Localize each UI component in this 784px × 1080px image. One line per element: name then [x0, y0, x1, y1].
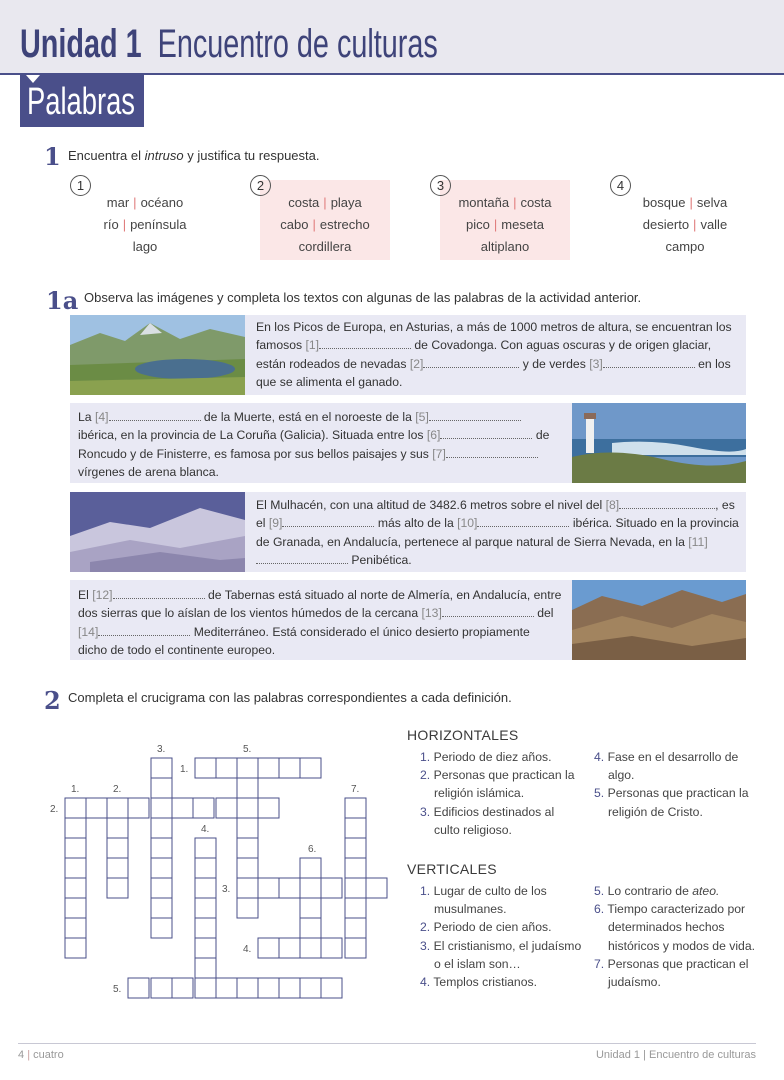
photo-lighthouse-coast: [572, 403, 746, 483]
gap-8: [8]: [605, 498, 620, 512]
crossword-number-v1: 1.: [71, 784, 80, 795]
gap-7: [7]: [432, 446, 446, 461]
gap-1: [1]: [305, 338, 320, 353]
clue-v5: 5. Lo contrario de ateo.: [594, 884, 720, 898]
crossword-number-h2: 2.: [50, 804, 59, 815]
crossword-number-h4: 4.: [243, 944, 252, 955]
clue-v7: 7. Personas que practican el judaísmo.: [594, 956, 749, 990]
word-group-3: [436, 178, 570, 260]
gap-2: [2]: [409, 356, 424, 371]
photo-tabernas-desert: [572, 580, 746, 660]
group-line: cabo | estrecho: [280, 217, 370, 232]
horizontal-clues-col2: [594, 748, 758, 821]
group-line: bosque | selva: [642, 195, 728, 210]
footer-rule: [18, 1043, 756, 1044]
group-line: cordillera: [298, 239, 352, 254]
vertical-clues-col2: [594, 882, 758, 991]
group-number-badge: 3: [430, 175, 451, 196]
group-number-badge: 2: [250, 175, 271, 196]
clue-h3: 3. Edificios destinados al culto religioso.: [420, 804, 555, 837]
paragraph-1: En los Picos de Europa, en Asturias, a más de 1000 metros de altura, se encuentran los famosos [1] de Covadonga. Con aguas oscuras y de origen glaciar, están rodeados de nevadas [2] y de verdes [3] en los que se alimenta el ganado.: [256, 320, 732, 389]
crossword-number-h1: 1.: [180, 764, 189, 775]
crossword-number-h5: 5.: [113, 984, 122, 995]
vertical-clues-col1: [420, 882, 582, 991]
clue-h1: 1. Periodo de diez años.: [420, 750, 552, 764]
clue-h5: 5. Personas que practican la religión de Cristo.: [594, 786, 749, 819]
paragraph-3: El Mulhacén, con una altitud de 3482.6 metros sobre el nivel del [8] , es el [9] más alto de la [10] ibérica. Situado en la provincia de Granada, en Andalucía, pertenece al parque natural de Sierra Nevada, en la [11] Penibética.: [256, 498, 739, 567]
crossword-number-v6: 6.: [308, 844, 317, 855]
exercise-1a-number: 1a: [46, 286, 79, 315]
group-line: lago: [132, 239, 158, 254]
paragraph-2: La [4] de la Muerte, está en el noroeste de la [5] ibérica, en la provincia de La Coruña (Galicia). Situada entre los [6] de Roncudo y de Finisterre, es famosa por sus bellos paisajes y sus [7] vírgenes de arena blanca.: [78, 410, 550, 479]
group-line: río | península: [103, 217, 187, 232]
exercise-1a-instruction: Observa las imágenes y completa los textos con algunas de las palabras de la actividad anterior.: [84, 290, 642, 305]
clue-v6: 6. Tiempo caracterizado por determinados hechos históricos y modos de vida.: [594, 902, 755, 953]
gap-12: [12]: [92, 588, 113, 602]
exercise-1-number: 1: [44, 142, 61, 171]
clue-v1: 1. Lugar de culto de los musulmanes.: [420, 884, 547, 917]
crossword-number-v7: 7.: [351, 784, 360, 795]
section-title: Palabras: [27, 81, 135, 123]
exercise-1-instruction: Encuentra el intruso y justifica tu respuesta.: [68, 148, 320, 163]
exercise-2-number: 2: [44, 686, 61, 715]
footer-unit-title: Unidad 1 | Encuentro de culturas: [595, 1049, 756, 1061]
group-number-badge: 4: [610, 175, 631, 196]
crossword-grid: [40, 740, 400, 1010]
unit-label: Unidad 1: [20, 22, 142, 66]
photo-covadonga-lakes: [70, 315, 245, 395]
photo-mulhacen-snow: [70, 492, 245, 572]
group-line: pico | meseta: [466, 217, 544, 232]
word-group-2: [256, 178, 390, 260]
paragraph-4: El [12] de Tabernas está situado al norte de Almería, en Andalucía, entre dos sierras que lo aíslan de los vientos húmedos de la cercana [13] del [14] Mediterráneo. Está considerado el único desierto propiamente dicho de todo el continente europeo.: [78, 588, 562, 657]
clue-v4: 4. Templos cristianos.: [420, 975, 537, 990]
exercise-2-instruction: Completa el crucigrama con las palabras correspondientes a cada definición.: [68, 690, 512, 705]
verticales-heading: VERTICALES: [407, 861, 497, 877]
clue-h4: 4. Fase en el desarrollo de algo.: [594, 750, 739, 783]
group-line: campo: [665, 239, 705, 254]
group-line: altiplano: [480, 239, 530, 254]
gap-4: [4]: [94, 410, 109, 424]
gap-10: [10]: [457, 516, 478, 531]
horizontales-heading: HORIZONTALES: [407, 727, 519, 743]
page-number: 4 | cuatro: [18, 1049, 64, 1061]
clue-v3: 3. El cristianismo, el judaísmo o el islam son…: [420, 938, 582, 971]
group-line: mar | océano: [106, 195, 184, 210]
crossword-number-h3: 3.: [222, 884, 231, 895]
group-line: desierto | valle: [642, 217, 728, 232]
gap-9: [9]: [268, 516, 283, 531]
group-number-badge: 1: [70, 175, 91, 196]
crossword-number-v3: 3.: [157, 744, 166, 755]
gap-3: [3]: [589, 356, 603, 371]
crossword-number-v4: 4.: [201, 824, 210, 835]
gap-11: [11]: [688, 534, 708, 549]
crossword-number-v2: 2.: [113, 784, 122, 795]
crossword-number-v5: 5.: [243, 744, 252, 755]
clue-v2: 2. Periodo de cien años.: [420, 920, 552, 935]
word-group-4: [616, 178, 750, 260]
gap-13: [13]: [421, 606, 442, 621]
gap-6: [6]: [426, 428, 441, 443]
unit-name: Encuentro de culturas: [157, 22, 438, 66]
word-group-1: [76, 178, 210, 260]
gap-14: [14]: [78, 624, 99, 639]
unit-title: [20, 20, 438, 68]
group-line: montaña | costa: [458, 195, 552, 210]
gap-5: [5]: [415, 410, 429, 424]
group-line: costa | playa: [288, 195, 362, 210]
horizontal-clues-col1: [420, 748, 582, 839]
clue-h2: 2. Personas que practican la religión islámica.: [420, 768, 575, 801]
